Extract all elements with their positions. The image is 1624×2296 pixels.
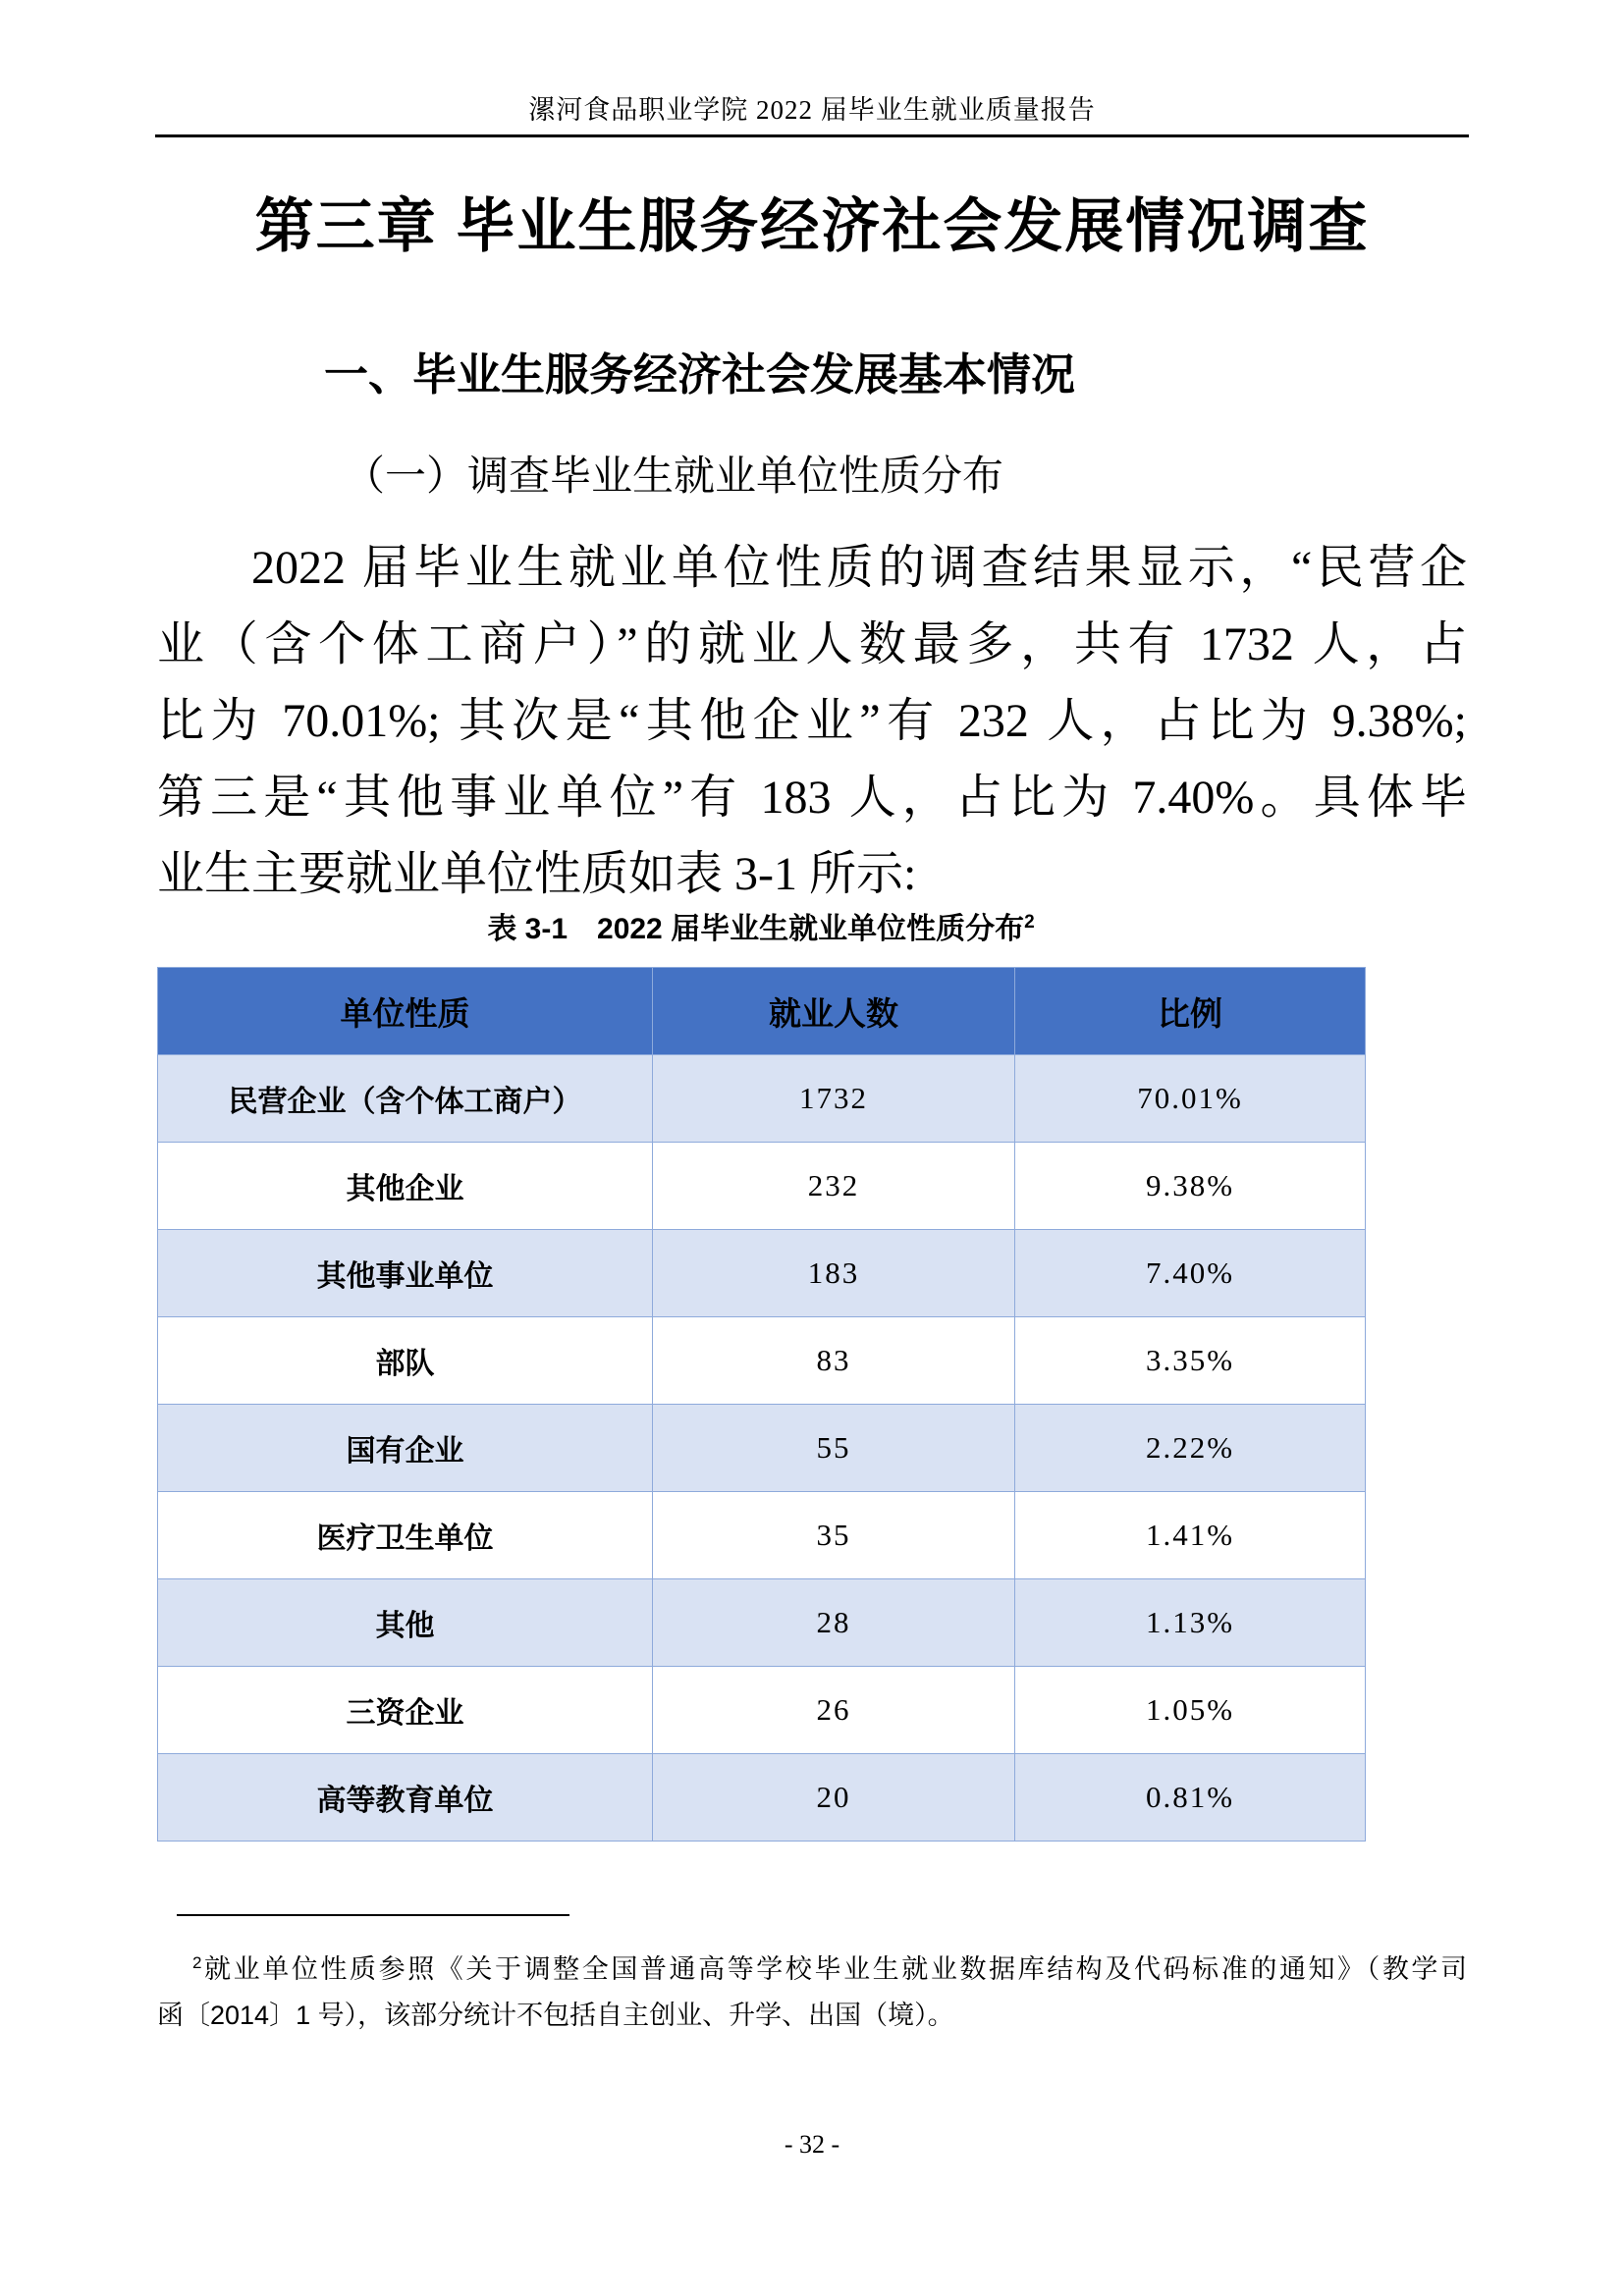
running-head — [155, 0, 1469, 137]
count-cell: 20 — [653, 1754, 1015, 1842]
percent-cell: 0.81% — [1015, 1754, 1366, 1842]
paragraph-line: 业生主要就业单位性质如表 3-1 所示: — [157, 848, 917, 900]
section-heading: 一、毕业生服务经济社会发展基本情况 — [324, 349, 1076, 400]
unit-type-cell: 高等教育单位 — [158, 1754, 653, 1842]
percent-cell: 1.41% — [1015, 1492, 1366, 1579]
percent-cell: 2.22% — [1015, 1405, 1366, 1492]
body-paragraph — [157, 530, 1467, 913]
percent-cell: 7.40% — [1015, 1230, 1366, 1317]
percent-cell: 1.05% — [1015, 1667, 1366, 1754]
percent-cell: 3.35% — [1015, 1317, 1366, 1405]
header-unit-type: 单位性质 — [158, 968, 653, 1055]
count-cell: 83 — [653, 1317, 1015, 1405]
table-caption — [157, 904, 1365, 947]
table-row — [158, 1754, 1366, 1842]
footnote-text: 就业单位性质参照《关于调整全国普通高等学校毕业生就业数据库结构及代码标准的通知》（教学司 — [201, 1954, 1467, 1984]
percent-cell: 1.13% — [1015, 1579, 1366, 1667]
page-number: - 32 - — [784, 2130, 840, 2159]
table-row — [158, 1667, 1366, 1754]
table-caption-footnote-marker: 2 — [1024, 912, 1035, 933]
count-cell: 232 — [653, 1143, 1015, 1230]
table-row — [158, 1055, 1366, 1143]
table-row — [158, 1492, 1366, 1579]
unit-type-cell: 其他事业单位 — [158, 1230, 653, 1317]
header-count: 就业人数 — [653, 968, 1015, 1055]
header-percent: 比例 — [1015, 968, 1366, 1055]
unit-type-cell: 医疗卫生单位 — [158, 1492, 653, 1579]
footnote-line — [157, 1940, 1467, 1993]
count-cell: 55 — [653, 1405, 1015, 1492]
table-row — [158, 1230, 1366, 1317]
footnote-separator — [177, 1914, 569, 1916]
paragraph-line: 第三是“其他事业单位”有 183 人，占比为 7.40%。具体毕 — [157, 772, 1467, 824]
table-row — [158, 1405, 1366, 1492]
table-row — [158, 1143, 1366, 1230]
table-row — [158, 1579, 1366, 1667]
footnote-line: 函〔2014〕1 号），该部分统计不包括自主创业、升学、出国（境）。 — [157, 2001, 954, 2030]
unit-type-cell: 部队 — [158, 1317, 653, 1405]
count-cell: 35 — [653, 1492, 1015, 1579]
paragraph-line: 2022 届毕业生就业单位性质的调查结果显示，“民营企 — [251, 542, 1467, 594]
unit-type-cell: 国有企业 — [158, 1405, 653, 1492]
table-body — [158, 1055, 1366, 1842]
paragraph-line: 比为 70.01%; 其次是“其他企业”有 232 人，占比为 9.38%; — [157, 695, 1467, 747]
percent-cell: 9.38% — [1015, 1143, 1366, 1230]
table-header-row — [158, 968, 1366, 1055]
count-cell: 183 — [653, 1230, 1015, 1317]
count-cell: 28 — [653, 1579, 1015, 1667]
unit-type-cell: 三资企业 — [158, 1667, 653, 1754]
employment-unit-table — [157, 967, 1366, 1842]
count-cell: 1732 — [653, 1055, 1015, 1143]
chapter-title: 第三章 毕业生服务经济社会发展情况调查 — [254, 193, 1370, 259]
unit-type-cell: 其他 — [158, 1579, 653, 1667]
paragraph-line: 业（含个体工商户）”的就业人数最多，共有 1732 人，占 — [157, 618, 1467, 670]
table-row — [158, 1317, 1366, 1405]
percent-cell: 70.01% — [1015, 1055, 1366, 1143]
table-caption-text: 表 3-1 2022 届毕业生就业单位性质分布 — [487, 913, 1025, 945]
unit-type-cell: 民营企业（含个体工商户） — [158, 1055, 653, 1143]
unit-type-cell: 其他企业 — [158, 1143, 653, 1230]
footnote — [157, 1940, 1467, 2039]
subsection-heading: （一）调查毕业生就业单位性质分布 — [344, 454, 1004, 500]
count-cell: 26 — [653, 1667, 1015, 1754]
footnote-marker: 2 — [192, 1953, 202, 1972]
running-head-text: 漯河食品职业学院 2022 届毕业生就业质量报告 — [528, 95, 1096, 125]
